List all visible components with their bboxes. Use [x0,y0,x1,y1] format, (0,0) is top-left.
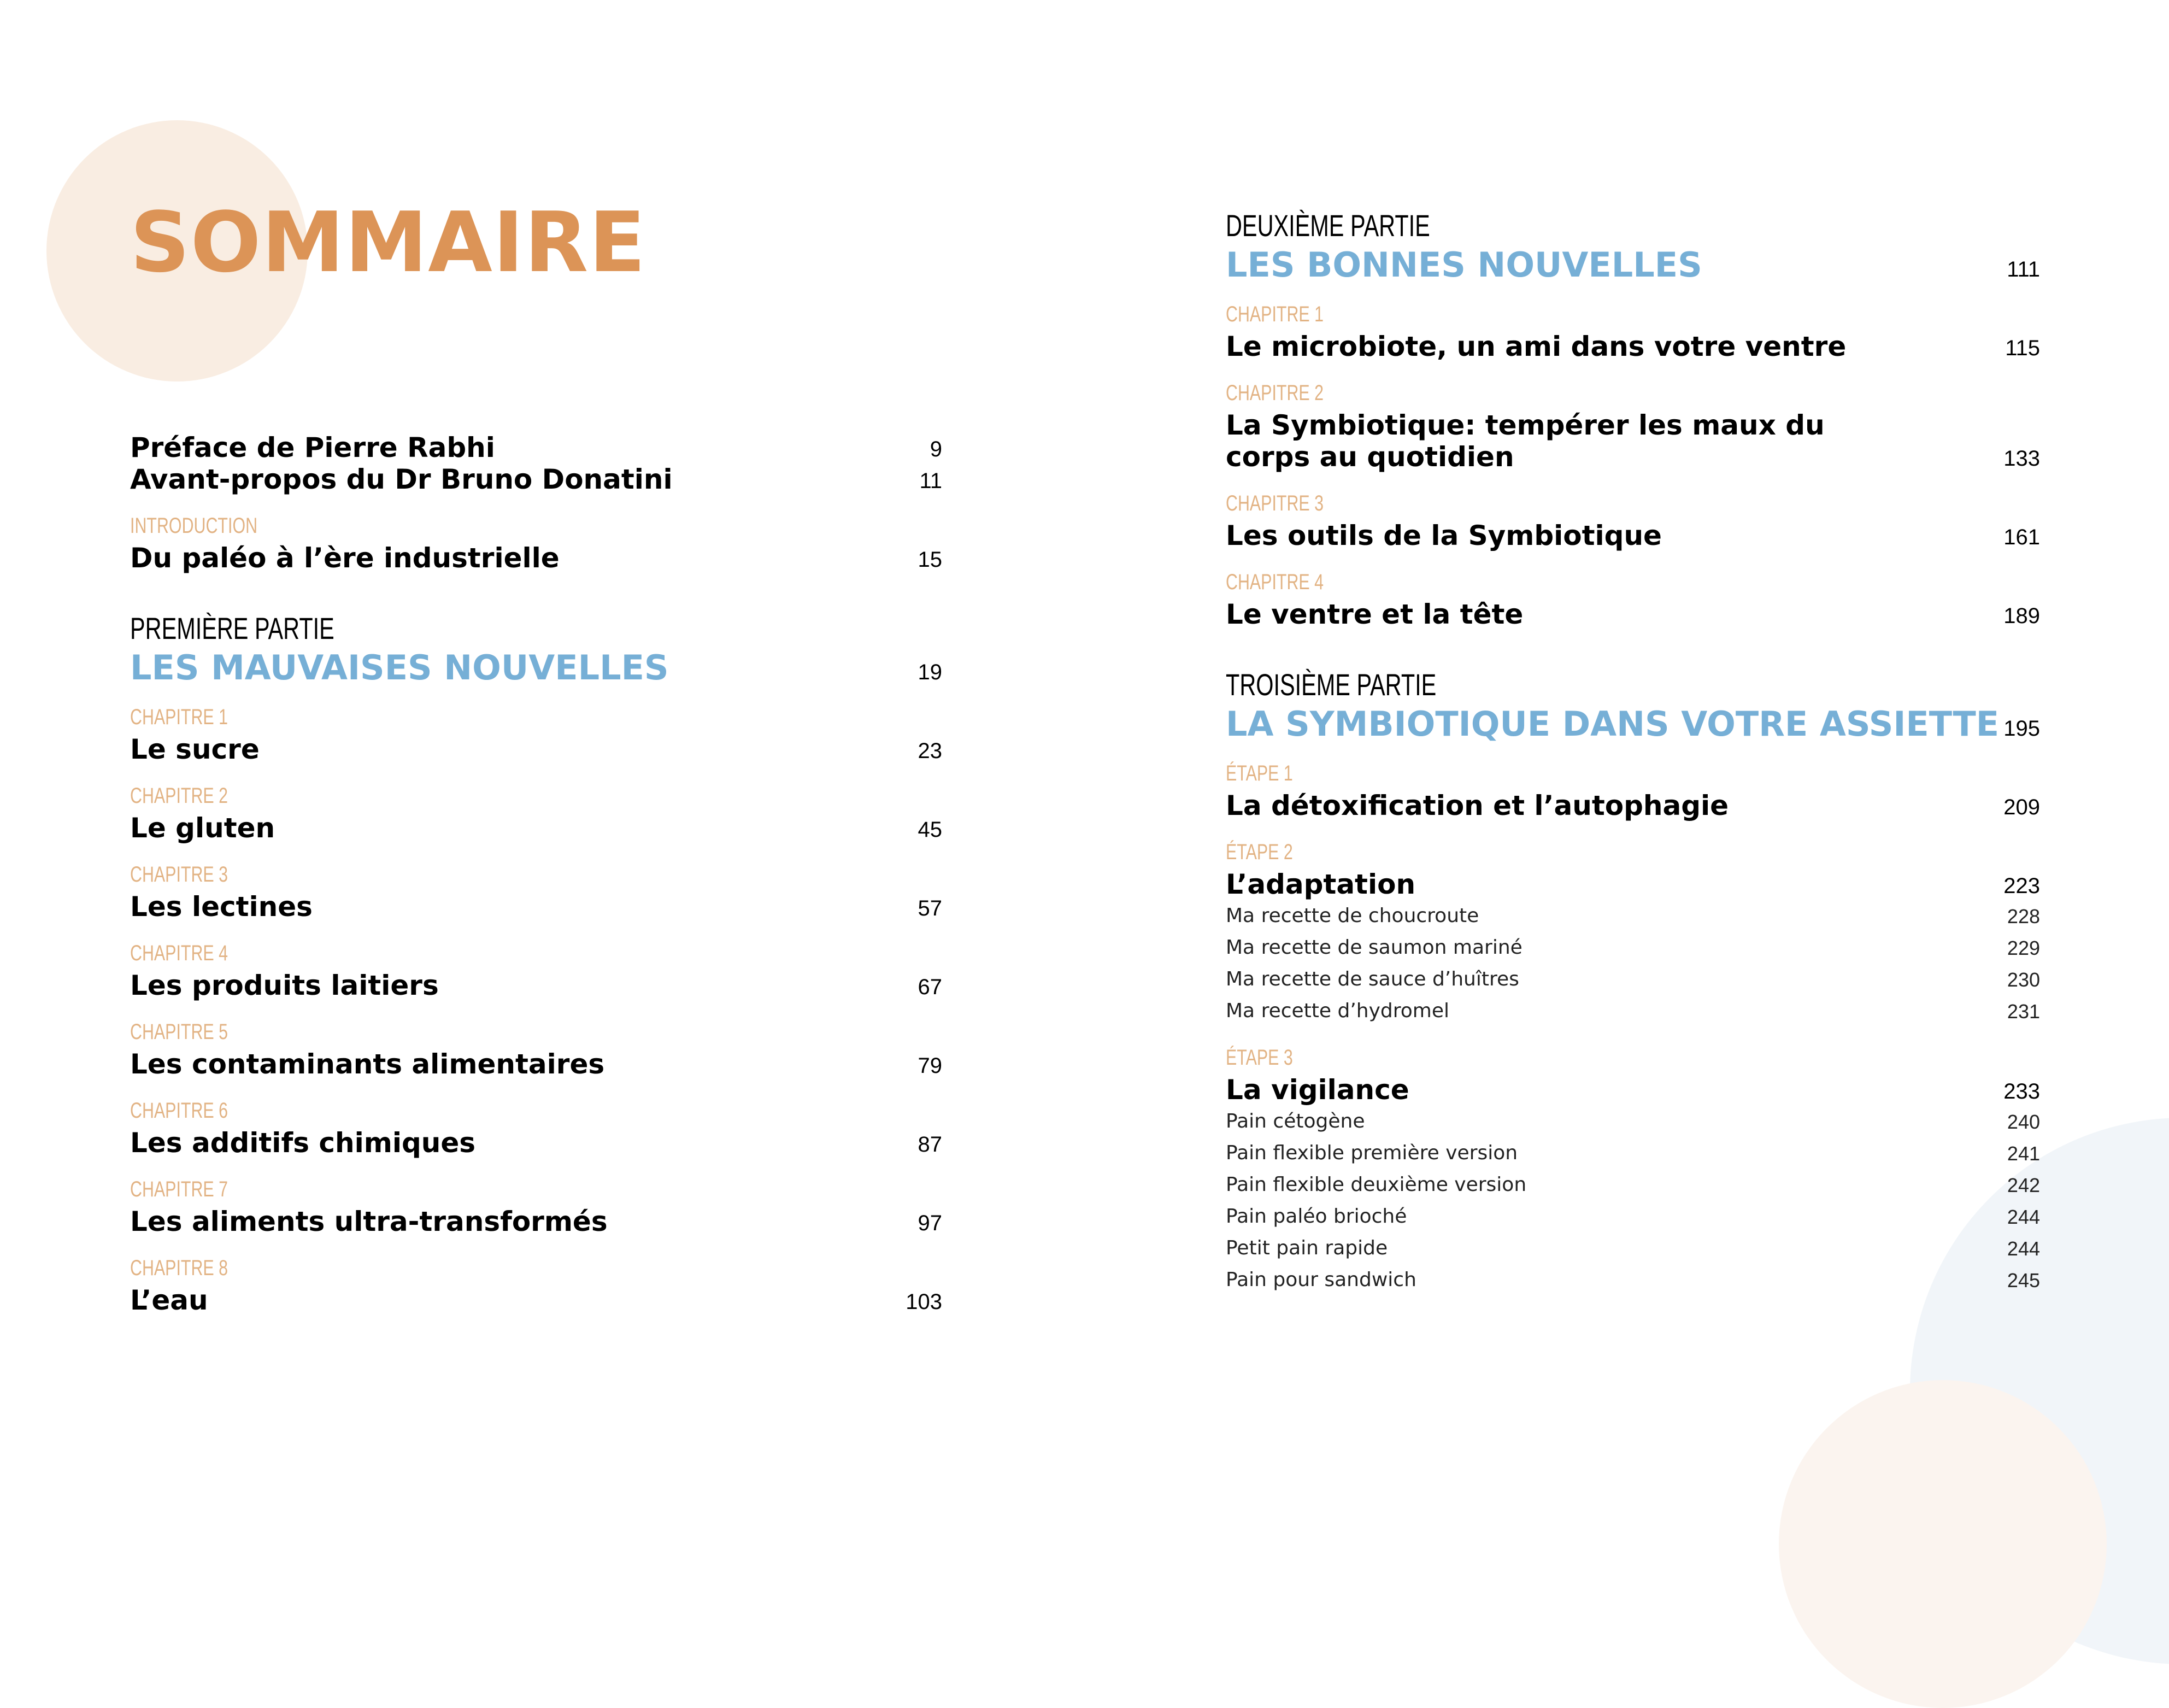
entry-title: La vigilance [1226,1074,1409,1106]
subentry-title: Pain flexible deuxième version [1226,1173,1527,1196]
subentry-title: Ma recette de sauce d’huîtres [1226,968,1519,991]
toc-subentry[interactable] [1226,1264,2040,1296]
entry-page: 133 [2003,447,2040,471]
part-title: LES MAUVAISES NOUVELLES [130,648,669,688]
entry-label: CHAPITRE 1 [1226,302,1324,327]
toc-subentry[interactable] [1226,1106,2040,1137]
subentry-page: 242 [2007,1174,2040,1197]
entry-label: ÉTAPE 2 [1226,840,1293,865]
entry-title: L’eau [130,1284,208,1317]
toc-entry-chapter[interactable] [130,1257,942,1316]
entry-label: ÉTAPE 3 [1226,1046,1293,1070]
entry-page: 23 [918,739,942,764]
entry-title: Les lectines [130,891,313,923]
part-title: LES BONNES NOUVELLES [1226,245,1702,285]
toc-entry-introduction[interactable] [130,515,942,574]
subentry-page: 244 [2007,1206,2040,1229]
subentry-page: 230 [2007,969,2040,991]
subentry-page: 231 [2007,1000,2040,1023]
entry-title: L’adaptation [1226,868,1416,901]
entry-page: 189 [2003,604,2040,629]
entry-title: Du paléo à l’ère industrielle [130,542,560,574]
entry-title: Les produits laitiers [130,970,439,1002]
toc-subentry[interactable] [1226,1169,2040,1201]
entry-title: La détoxification et l’autophagie [1226,790,1729,822]
toc-entry-chapter[interactable] [130,1178,942,1237]
entry-title: Les additifs chimiques [130,1127,476,1159]
toc-subentry[interactable] [1226,995,2040,1027]
subentry-title: Pain paléo brioché [1226,1205,1407,1228]
toc-right-column [1226,210,2040,1316]
entry-label: CHAPITRE 8 [130,1256,228,1281]
toc-entry-avant-propos[interactable] [130,463,942,495]
entry-title: Les outils de la Symbiotique [1226,520,1662,552]
entry-page: 45 [918,818,942,842]
subentry-page: 228 [2007,905,2040,928]
entry-page: 161 [2003,525,2040,550]
entry-page: 87 [918,1132,942,1157]
toc-entry-step[interactable] [1226,762,2040,821]
entry-page: 79 [918,1054,942,1078]
entry-page: 223 [2003,874,2040,899]
toc-entry-preface[interactable] [130,432,942,463]
toc-entry-chapter[interactable] [1226,571,2040,630]
part-label: DEUXIÈME PARTIE [1226,208,1430,243]
toc-entry-chapter[interactable] [130,864,942,923]
toc-left-column [130,432,942,1336]
entry-page: 209 [2003,795,2040,820]
entry-label: CHAPITRE 5 [130,1020,228,1044]
entry-label: CHAPITRE 6 [130,1099,228,1123]
toc-entry-chapter[interactable] [130,785,942,844]
part-label: PREMIÈRE PARTIE [130,611,334,645]
entry-page: 115 [2005,336,2040,361]
part-heading-2[interactable] [1226,210,2040,284]
entry-page: 67 [918,975,942,1000]
entry-page: 57 [918,896,942,921]
part-heading-3[interactable] [1226,667,2040,744]
entry-page: 9 [930,437,942,461]
toc-entry-step[interactable] [1226,1047,2040,1296]
toc-entry-chapter[interactable] [1226,382,2040,473]
toc-subentry[interactable] [1226,1137,2040,1169]
entry-page: 97 [918,1211,942,1236]
entry-title: Préface de Pierre Rabhi [130,432,495,463]
subentry-title: Ma recette d’hydromel [1226,1000,1450,1023]
entry-title: Le ventre et la tête [1226,598,1524,631]
subentry-page: 244 [2007,1237,2040,1260]
entry-title: Les aliments ultra-transformés [130,1206,608,1238]
entry-label: CHAPITRE 2 [130,784,228,808]
entry-label: CHAPITRE 2 [1226,381,1324,406]
subentry-page: 240 [2007,1111,2040,1134]
part-page: 19 [918,660,942,685]
toc-subentry[interactable] [1226,964,2040,995]
entry-title: Le gluten [130,812,275,844]
subentry-title: Pain flexible première version [1226,1142,1518,1165]
entry-label: CHAPITRE 3 [1226,491,1324,516]
entry-page: 15 [918,548,942,572]
subentry-title: Pain cétogène [1226,1110,1365,1133]
toc-entry-chapter[interactable] [1226,303,2040,362]
entry-page: 233 [2003,1079,2040,1104]
toc-subentry[interactable] [1226,1232,2040,1264]
toc-entry-chapter[interactable] [130,1100,942,1159]
subentry-page: 245 [2007,1269,2040,1292]
toc-entry-chapter[interactable] [130,706,942,765]
part-page: 195 [2003,717,2040,741]
subentry-title: Petit pain rapide [1226,1237,1388,1260]
entry-title: Avant-propos du Dr Bruno Donatini [130,463,673,495]
toc-subentry[interactable] [1226,900,2040,932]
entry-label: CHAPITRE 7 [130,1177,228,1202]
decorative-circle-bottom-right-peach [1779,1380,2107,1708]
entry-label: CHAPITRE 4 [130,941,228,966]
entry-label: CHAPITRE 4 [1226,570,1324,595]
toc-entry-chapter[interactable] [1226,492,2040,551]
subentry-title: Pain pour sandwich [1226,1269,1416,1292]
subentry-page: 241 [2007,1142,2040,1165]
entry-label: INTRODUCTION [130,514,258,538]
toc-subentry[interactable] [1226,932,2040,964]
entry-page: 103 [906,1290,942,1314]
toc-entry-chapter[interactable] [130,942,942,1001]
entry-page: 11 [919,469,942,493]
entry-label: CHAPITRE 3 [130,862,228,887]
part-heading-1[interactable] [130,613,942,686]
part-label: TROISIÈME PARTIE [1226,667,1437,702]
entry-label: CHAPITRE 1 [130,705,228,730]
subentry-page: 229 [2007,937,2040,960]
part-page: 111 [2007,257,2040,282]
entry-title: Le sucre [130,733,260,766]
entry-label: ÉTAPE 1 [1226,761,1293,786]
entry-title: Les contaminants alimentaires [130,1048,605,1081]
subentry-title: Ma recette de saumon mariné [1226,936,1523,959]
toc-entry-step[interactable] [1226,841,2040,1027]
page-title: SOMMAIRE [130,194,646,291]
entry-title: Le microbiote, un ami dans votre ventre [1226,331,1847,363]
entry-title: La Symbiotique: tempérer les maux du corps au quotidien [1226,409,1825,473]
toc-subentry[interactable] [1226,1201,2040,1232]
toc-entry-chapter[interactable] [130,1021,942,1080]
part-title: LA SYMBIOTIQUE DANS VOTRE ASSIETTE [1226,704,2000,744]
subentry-title: Ma recette de choucroute [1226,905,1479,928]
